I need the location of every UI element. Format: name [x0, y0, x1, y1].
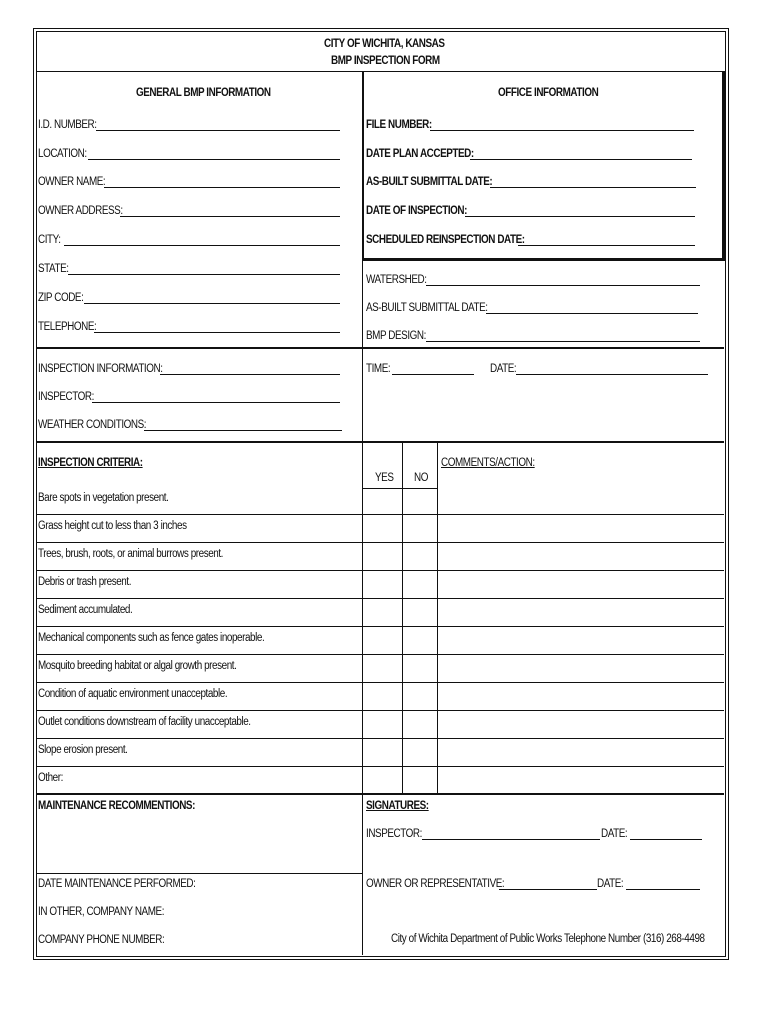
field-zip-code-line[interactable] [84, 303, 340, 304]
field-time: TIME: [366, 363, 391, 375]
criteria-item: Sediment accumulated. [38, 604, 133, 616]
maintenance-company-name: IN OTHER, COMPANY NAME: [38, 906, 165, 918]
general-bmp-title: GENERAL BMP INFORMATION [136, 87, 271, 99]
maintenance-company-phone: COMPANY PHONE NUMBER: [38, 934, 165, 946]
criteria-item: Mosquito breeding habitat or algal growth present. [38, 660, 237, 672]
criteria-item: Slope erosion present. [38, 744, 128, 756]
field-location-line[interactable] [88, 159, 340, 160]
criteria-comments-header: COMMENTS/ACTION: [441, 457, 535, 469]
field-asbuilt-date-site: AS-BUILT SUBMITTAL DATE: [366, 302, 488, 314]
field-date-plan-accepted: DATE PLAN ACCEPTED: [366, 148, 474, 160]
footer-phone-text: City of Wichita Department of Public Works Telephone Number (316) 268-4498 [391, 933, 705, 945]
signature-owner-date-label: DATE: [597, 878, 624, 890]
criteria-no-header: NO [414, 472, 428, 484]
criteria-row-line [36, 626, 724, 627]
criteria-item: Other: [38, 772, 63, 784]
criteria-item: Condition of aquatic environment unacceptable. [38, 688, 228, 700]
criteria-row-line [36, 738, 724, 739]
criteria-row-line [36, 710, 724, 711]
criteria-item: Trees, brush, roots, or animal burrows present. [38, 548, 224, 560]
field-reinspection-date-line[interactable] [518, 245, 695, 246]
field-watershed-line[interactable] [426, 285, 700, 286]
office-box-right [722, 71, 725, 261]
field-date-of-inspection-line[interactable] [465, 216, 695, 217]
header-city: CITY OF WICHITA, KANSAS [324, 38, 445, 50]
criteria-yes-header: YES [375, 472, 394, 484]
field-date-plan-accepted-line[interactable] [470, 159, 692, 160]
criteria-item: Grass height cut to less than 3 inches [38, 520, 187, 532]
field-city-line[interactable] [64, 245, 340, 246]
field-weather-conditions: WEATHER CONDITIONS: [38, 419, 147, 431]
criteria-top-divider [36, 441, 724, 443]
criteria-item: Bare spots in vegetation present. [38, 492, 169, 504]
field-inspector: INSPECTOR: [38, 391, 94, 403]
criteria-header-underline [362, 488, 438, 489]
field-file-number-line[interactable] [430, 130, 694, 131]
maintenance-vertical-divider [362, 795, 363, 955]
field-state: STATE: [38, 263, 69, 275]
maintenance-date-performed: DATE MAINTENANCE PERFORMED: [38, 878, 196, 890]
criteria-col-no-comments [437, 443, 438, 793]
field-weather-conditions-line[interactable] [144, 430, 342, 431]
field-asbuilt-date-office: AS-BUILT SUBMITTAL DATE: [366, 176, 493, 188]
header-divider [36, 71, 724, 72]
criteria-item: Mechanical components such as fence gates inoperable. [38, 632, 265, 644]
maintenance-top-divider [36, 793, 724, 795]
signature-owner-line[interactable] [499, 889, 597, 890]
field-asbuilt-date-site-line[interactable] [486, 313, 698, 314]
field-date-of-inspection: DATE OF INSPECTION: [366, 205, 467, 217]
field-city: CITY: [38, 234, 61, 246]
criteria-item: Outlet conditions downstream of facility unacceptable. [38, 716, 251, 728]
field-state-line[interactable] [68, 274, 340, 275]
field-date-line[interactable] [516, 374, 708, 375]
criteria-row-line [36, 654, 724, 655]
inspection-vertical-divider [362, 349, 363, 441]
field-inspection-information: INSPECTION INFORMATION: [38, 363, 163, 375]
criteria-col-yes-no [402, 443, 403, 793]
criteria-row-line [36, 514, 724, 515]
criteria-item: Debris or trash present. [38, 576, 132, 588]
signature-inspector-line[interactable] [422, 839, 600, 840]
field-owner-address-line[interactable] [120, 216, 340, 217]
criteria-col-yes-left [362, 443, 363, 793]
field-owner-name-line[interactable] [104, 187, 340, 188]
criteria-row-line [36, 682, 724, 683]
header-form-title: BMP INSPECTION FORM [331, 55, 440, 67]
criteria-row-line [36, 570, 724, 571]
office-box-left [362, 71, 364, 258]
maintenance-box-bottom [36, 873, 363, 874]
field-owner-name: OWNER NAME: [38, 176, 106, 188]
signature-owner-label: OWNER OR REPRESENTATIVE: [366, 878, 505, 890]
signature-inspector-date-label: DATE: [601, 828, 628, 840]
signature-owner-date-line[interactable] [626, 889, 700, 890]
field-file-number: FILE NUMBER: [366, 119, 432, 131]
field-asbuilt-date-office-line[interactable] [490, 187, 696, 188]
field-owner-address: OWNER ADDRESS: [38, 205, 123, 217]
field-id-number: I.D. NUMBER: [38, 119, 97, 131]
field-time-line[interactable] [392, 374, 474, 375]
field-zip-code: ZIP CODE: [38, 292, 84, 304]
field-location: LOCATION: [38, 148, 87, 160]
field-reinspection-date: SCHEDULED REINSPECTION DATE: [366, 234, 525, 246]
criteria-title: INSPECTION CRITERIA: [38, 457, 143, 469]
field-telephone: TELEPHONE: [38, 321, 97, 333]
field-bmp-design: BMP DESIGN: [366, 330, 426, 342]
field-inspector-line[interactable] [92, 402, 340, 403]
criteria-row-line [36, 766, 724, 767]
signature-inspector-label: INSPECTOR: [366, 828, 422, 840]
field-watershed: WATERSHED: [366, 274, 427, 286]
maintenance-title: MAINTENANCE RECOMMENTIONS: [38, 800, 195, 812]
signature-inspector-date-line[interactable] [630, 839, 702, 840]
office-info-title: OFFICE INFORMATION [498, 87, 599, 99]
field-id-number-line[interactable] [96, 130, 340, 131]
inspection-top-divider [36, 347, 724, 349]
field-bmp-design-line[interactable] [426, 341, 700, 342]
field-date: DATE: [490, 363, 517, 375]
criteria-row-line [36, 542, 724, 543]
field-telephone-line[interactable] [94, 332, 340, 333]
signatures-title: SIGNATURES: [366, 800, 429, 812]
field-inspection-information-line[interactable] [160, 374, 340, 375]
office-box-bottom [362, 258, 725, 261]
criteria-row-line [36, 598, 724, 599]
site-left-divider [362, 261, 363, 347]
